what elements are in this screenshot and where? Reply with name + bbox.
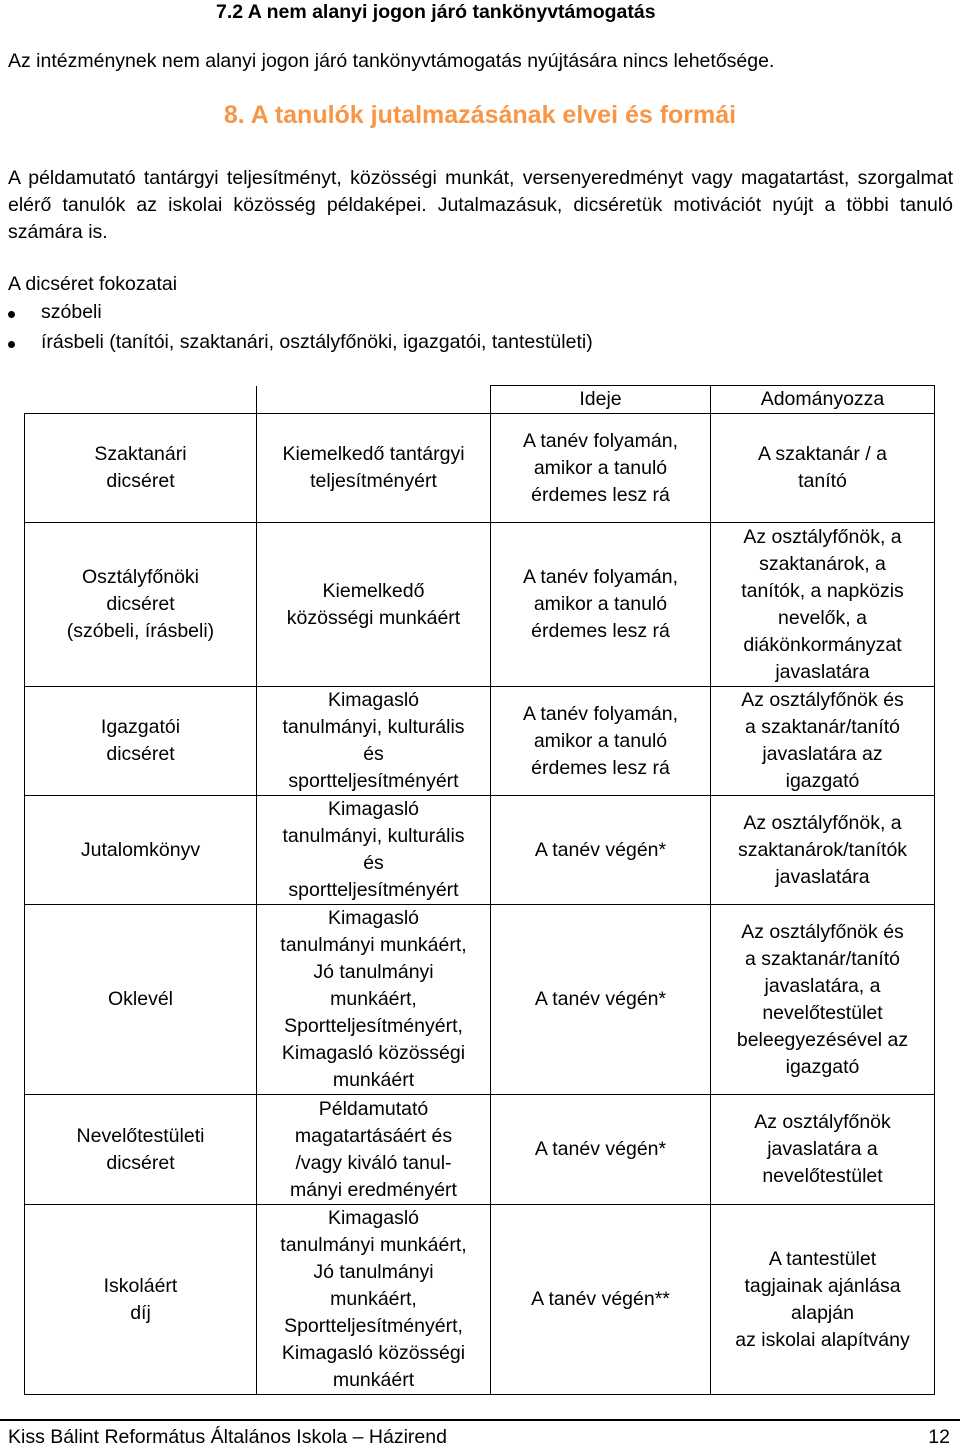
footer-page-number: 12 [928,1426,950,1448]
table-row [25,414,935,523]
table-row [25,523,935,687]
table-cell: Az osztályfőnök és a szaktanár/tanító javaslatára az igazgató [711,687,935,796]
table-cell: Az osztályfőnök és a szaktanár/tanító javaslatára, a nevelőtestület beleegyezésével az igazgató [711,905,935,1095]
table-row [25,1095,935,1205]
table-row [25,687,935,796]
table-row [25,1205,935,1395]
table-cell: A szaktanár / a tanító [711,414,935,523]
section-7-2-text: Az intézménynek nem alanyi jogon járó tankönyvtámogatás nyújtására nincs lehetősége. [8,50,775,72]
table-cell: Kimagasló tanulmányi, kulturális és sportteljesítményért [257,687,491,796]
table-cell: A tanév végén* [491,905,711,1095]
table-cell: A tanév folyamán, amikor a tanuló érdemes lesz rá [491,414,711,523]
section-7-2-title: 7.2 A nem alanyi jogon járó tankönyvtámogatás [216,1,656,23]
table-cell: Kimagasló tanulmányi munkáért, Jó tanulmányi munkáért, Sportteljesítményért, Kimagasló közösségi munkáért [257,905,491,1095]
bullet-text: szóbeli [41,301,102,323]
table-cell: Jutalomkönyv [25,796,257,905]
table-cell: Iskoláért díj [25,1205,257,1395]
table-header-cell: Adományozza [711,386,935,414]
awards-table [24,385,935,1395]
table-cell: Osztályfőnöki dicséret (szóbeli, írásbeli) [25,523,257,687]
section-8-paragraph: A példamutató tantárgyi teljesítményt, közösségi munkát, versenyeredményt vagy magatartást, szorgalmat elérő tanulók az iskolai közösség példaképei. Jutalmazásuk, dicséretük motivációt nyújt a többi tanuló számára is. [8,167,953,243]
table-cell: A tantestület tagjainak ajánlása alapján az iskolai alapítvány [711,1205,935,1395]
table-cell: A tanév végén* [491,796,711,905]
table-row [25,905,935,1095]
table-cell: A tanév folyamán, amikor a tanuló érdemes lesz rá [491,523,711,687]
table-cell: Igazgatói dicséret [25,687,257,796]
table-cell: Kimagasló tanulmányi munkáért, Jó tanulmányi munkáért, Sportteljesítményért, Kimagasló közösségi munkáért [257,1205,491,1395]
praise-levels-heading: A dicséret fokozatai [8,273,178,295]
table-cell: A tanév folyamán, amikor a tanuló érdemes lesz rá [491,687,711,796]
table-cell: Oklevél [25,905,257,1095]
table-cell: Kiemelkedő tantárgyi teljesítményért [257,414,491,523]
table-cell: Nevelőtestületi dicséret [25,1095,257,1205]
footer-divider [0,1419,960,1421]
table-cell: Szaktanári dicséret [25,414,257,523]
table-cell: Kiemelkedő közösségi munkáért [257,523,491,687]
table-cell: Az osztályfőnök javaslatára a nevelőtestület [711,1095,935,1205]
bullet-icon [8,341,15,348]
table-header-row [25,386,935,414]
table-cell: Példamutató magatartásáért és /vagy kiváló tanul- mányi eredményért [257,1095,491,1205]
table-cell: Kimagasló tanulmányi, kulturális és sportteljesítményért [257,796,491,905]
table-row [25,796,935,905]
table-cell: A tanév végén** [491,1205,711,1395]
table-cell: Az osztályfőnök, a szaktanárok, a tanítók, a napközis nevelők, a diákönkormányzat javaslatára [711,523,935,687]
table-header-cell: Ideje [491,386,711,414]
table-header-cell [25,386,257,414]
bullet-icon [8,311,15,318]
bullet-text: írásbeli (tanítói, szaktanári, osztályfőnöki, igazgatói, tantestületi) [41,331,593,353]
table-body [25,414,935,1395]
footer-school: Kiss Bálint Református Általános Iskola – Házirend [8,1426,447,1448]
table-cell: Az osztályfőnök, a szaktanárok/tanítók javaslatára [711,796,935,905]
section-8-title: 8. A tanulók jutalmazásának elvei és formái [223,101,737,129]
table-header-cell [257,386,491,414]
table-cell: A tanév végén* [491,1095,711,1205]
